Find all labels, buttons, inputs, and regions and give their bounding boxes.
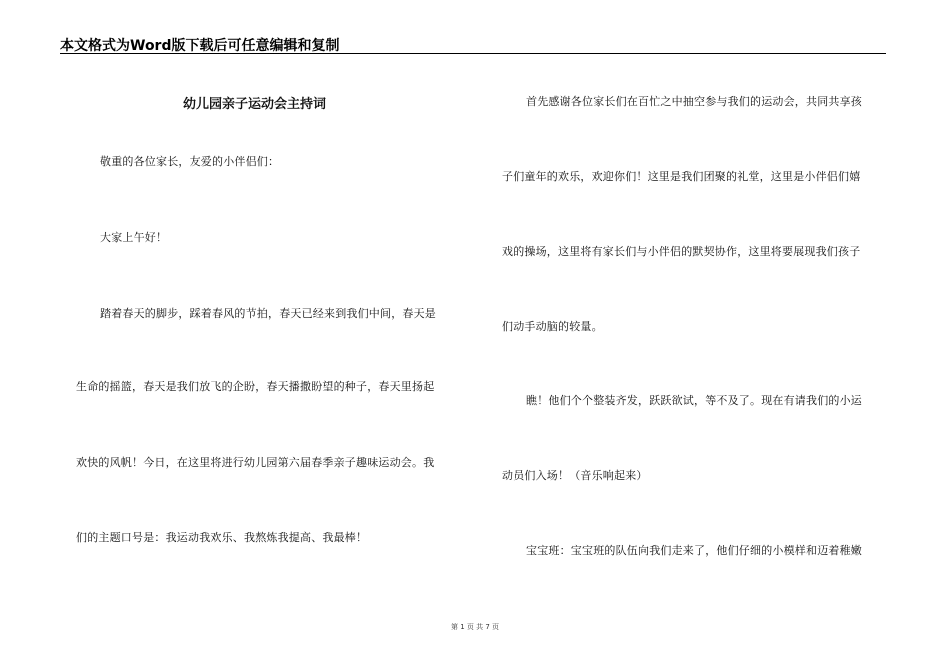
left-line-3: 踏着春天的脚步，踩着春风的节拍，春天已经来到我们中间，春天是 [100,307,436,320]
page-footer: 第 1 页 共 7 页 [450,623,500,631]
header-divider [60,53,886,54]
right-line-3: 戏的操场，这里将有家长们与小伴侣的默契协作，这里将要展现我们孩子 [502,245,861,258]
left-line-5: 欢快的风帆！今日，在这里将进行幼儿园第六届春季亲子趣味运动会。我 [76,456,435,469]
document-title: 幼儿园亲子运动会主持词 [183,97,327,112]
left-line-6: 们的主题口号是：我运动我欢乐、我熬炼我提高、我最棒！ [76,531,368,544]
right-line-6: 动员们入场！（音乐响起来） [502,469,648,482]
left-line-2: 大家上午好！ [100,231,168,244]
right-line-4: 们动手动脑的较量。 [502,320,603,333]
left-line-4: 生命的摇篮，春天是我们放飞的企盼，春天播撒盼望的种子，春天里扬起 [76,380,435,393]
header-note: 本文格式为Word版下载后可任意编辑和复制 [60,38,340,54]
left-line-1: 敬重的各位家长，友爱的小伴侣们： [100,155,280,168]
right-line-2: 子们童年的欢乐，欢迎你们！这里是我们团聚的礼堂，这里是小伴侣们嬉 [502,170,861,183]
right-line-1: 首先感谢各位家长们在百忙之中抽空参与我们的运动会，共同共享孩 [526,95,862,108]
right-line-7: 宝宝班：宝宝班的队伍向我们走来了，他们仔细的小模样和迈着稚嫩 [526,544,862,557]
right-line-5: 瞧！他们个个整装齐发，跃跃欲试，等不及了。现在有请我们的小运 [526,394,862,407]
